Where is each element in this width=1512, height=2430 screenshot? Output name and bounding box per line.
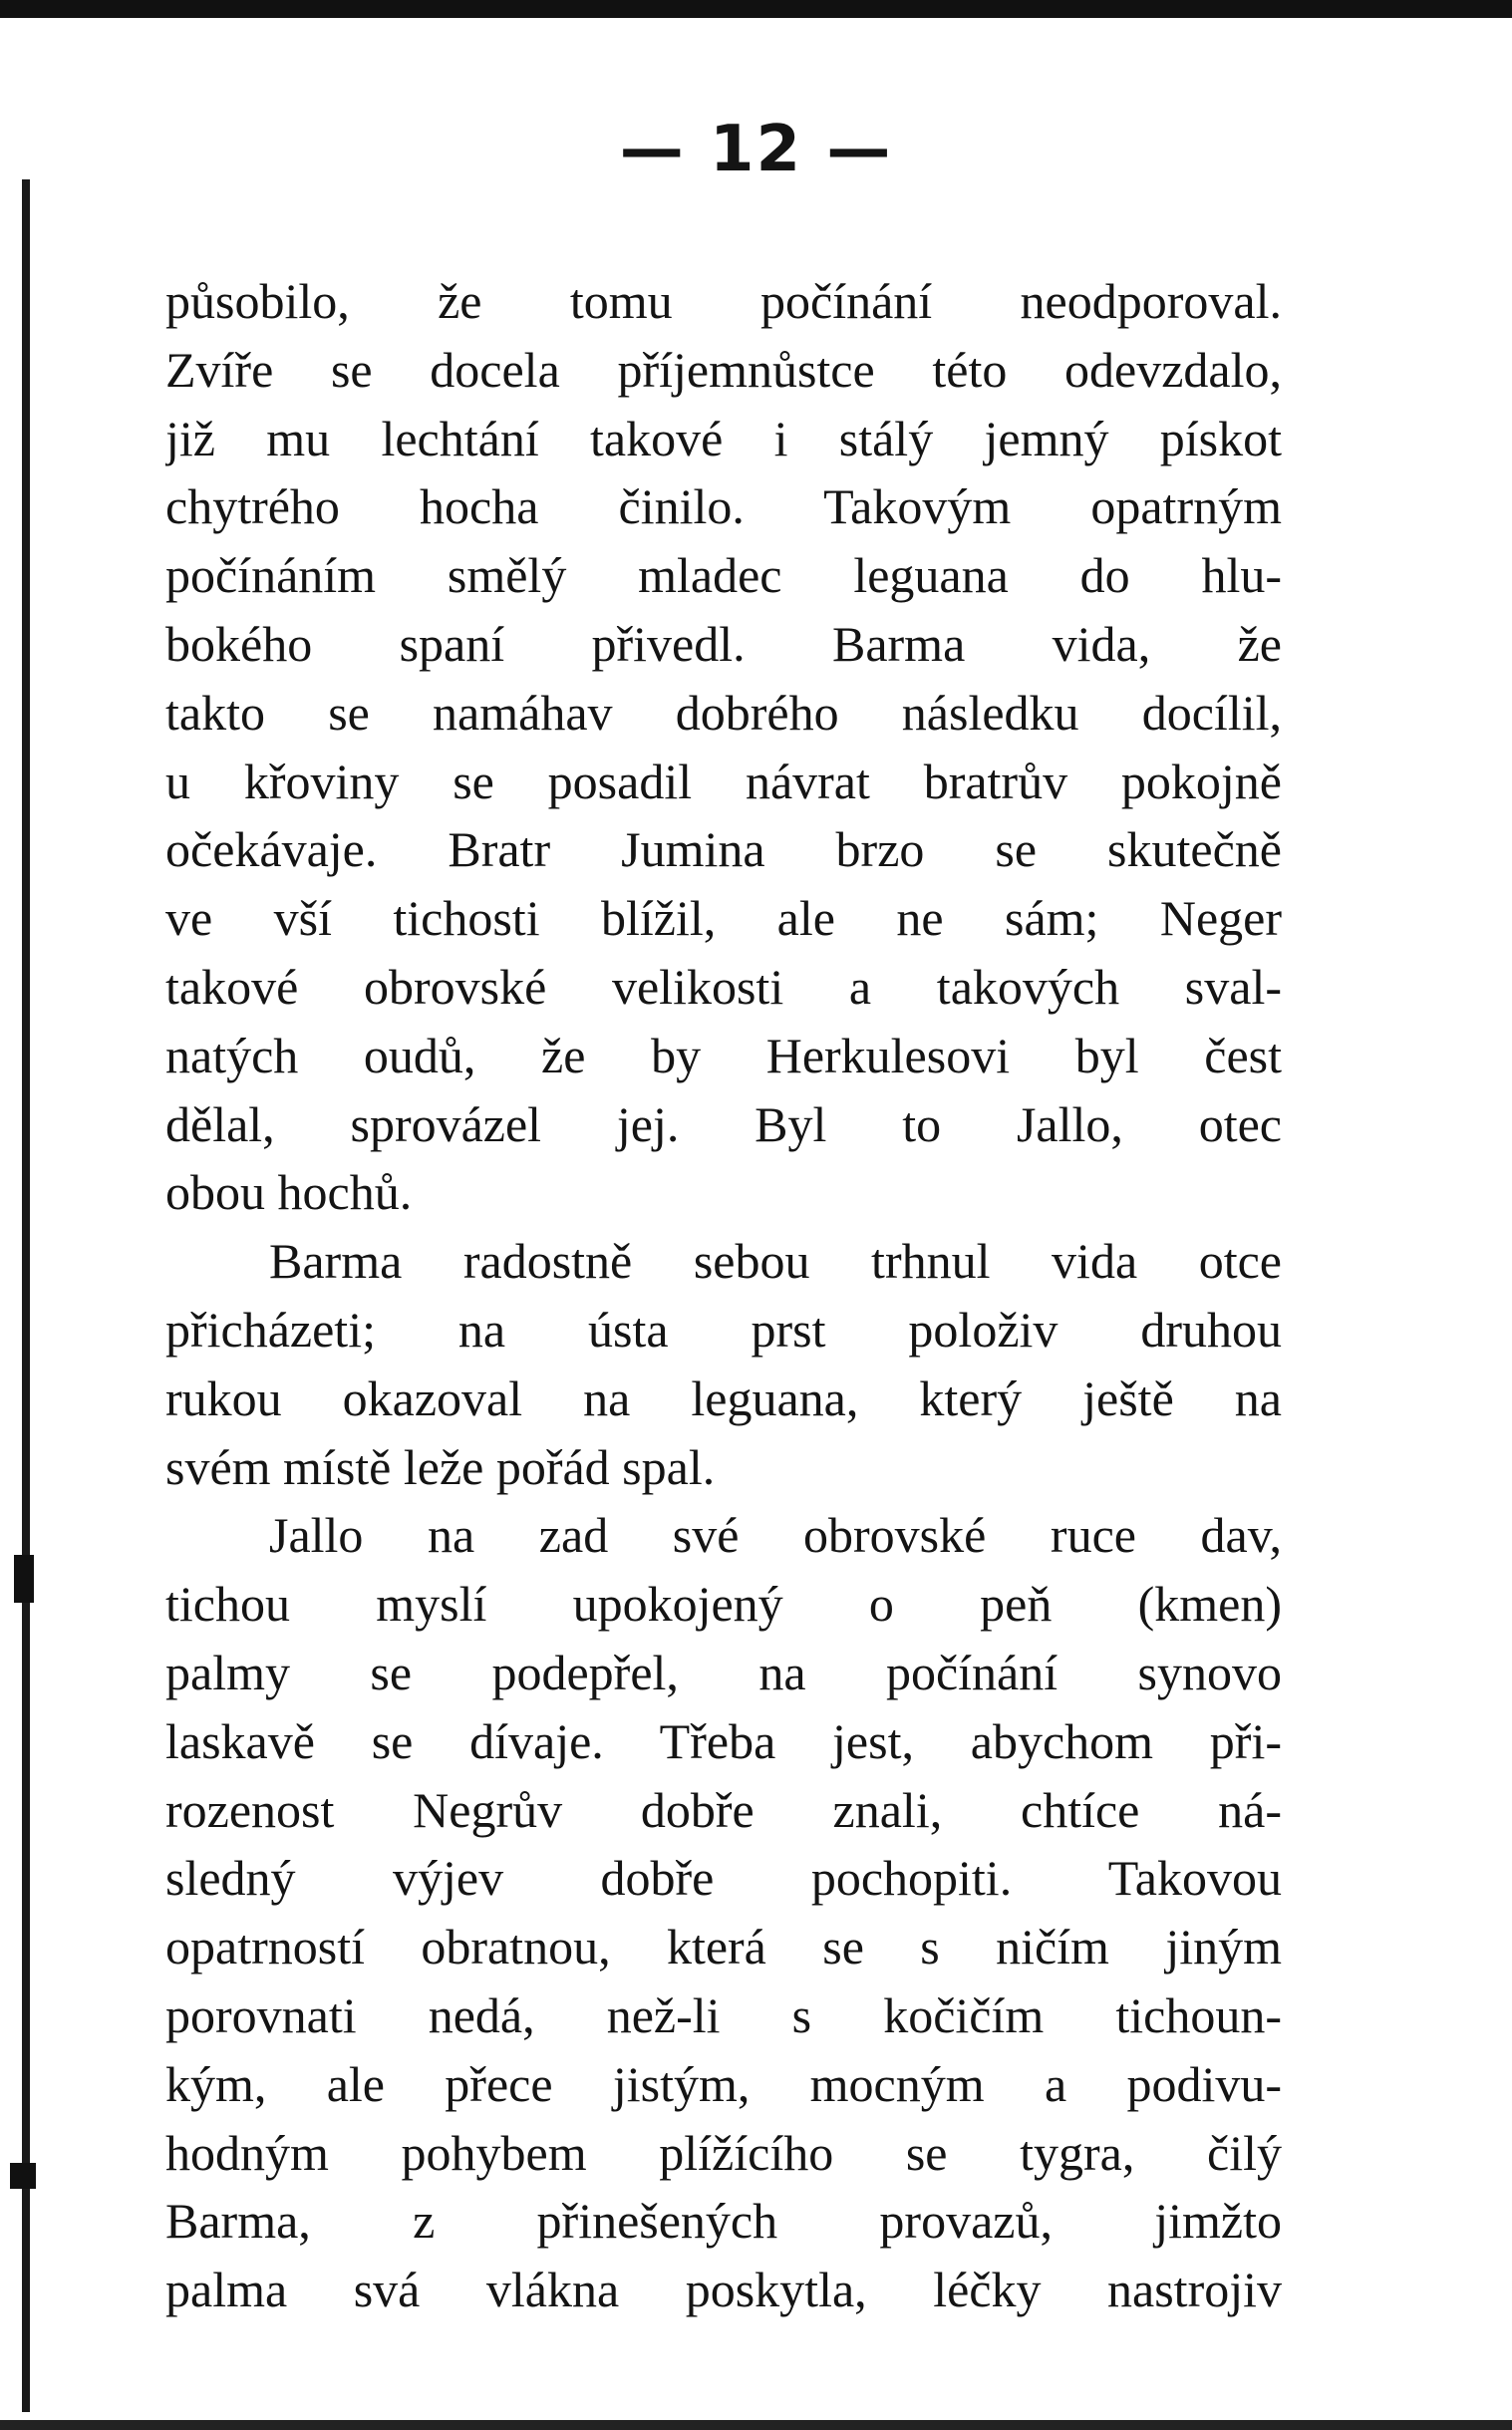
text-line: hodným pohybem plížícího se tygra, čilý xyxy=(165,2124,1282,2181)
text-line: kým, ale přece jistým, mocným a podivu- xyxy=(165,2055,1282,2112)
text-line: tichou myslí upokojený o peň (kmen) xyxy=(165,1576,1282,1633)
page-number: — 12 — xyxy=(619,113,893,186)
text-line: počínáním smělý mladec leguana do hlu- xyxy=(165,547,1282,604)
text-line: opatrností obratnou, která se s ničím jiným xyxy=(165,1919,1282,1975)
text-line: palma svá vlákna poskytla, léčky nastrojiv xyxy=(165,2262,1282,2318)
text-line: Jallo na zad své obrovské ruce dav, xyxy=(269,1507,1282,1564)
text-line: obou hochů. xyxy=(165,1164,413,1221)
text-line: dělal, sprovázel jej. Byl to Jallo, otec xyxy=(165,1095,1282,1152)
text-line: Barma radostně sebou trhnul vida otce xyxy=(269,1233,1282,1290)
text-line: rozenost Negrův dobře znali, chtíce ná- xyxy=(165,1781,1282,1838)
text-line: chytrého hocha činilo. Takovým opatrným xyxy=(165,478,1282,535)
text-line: přicházeti; na ústa prst položiv druhou xyxy=(165,1301,1282,1358)
text-line: laskavě se dívaje. Třeba jest, abychom při- xyxy=(165,1712,1282,1769)
text-line: palmy se podepřel, na počínání synovo xyxy=(165,1644,1282,1700)
text-line: bokého spaní přivedl. Barma vida, že xyxy=(165,615,1282,672)
text-line: očekávaje. Bratr Jumina brzo se skutečně xyxy=(165,821,1282,878)
text-line: již mu lechtání takové i stálý jemný pískot xyxy=(165,410,1282,466)
body-text xyxy=(165,267,1282,2324)
text-line: rukou okazoval na leguana, který ještě na xyxy=(165,1369,1282,1426)
text-line: ve vší tichosti blížil, ale ne sám; Neger xyxy=(165,890,1282,947)
text-line: Barma, z přinešených provazů, jimžto xyxy=(165,2193,1282,2250)
text-line: takto se namáhav dobrého následku docílil, xyxy=(165,684,1282,741)
text-line: sledný výjev dobře pochopiti. Takovou xyxy=(165,1850,1282,1907)
text-line: svém místě leže pořád spal. xyxy=(165,1438,716,1495)
text-line: natých oudů, že by Herkulesovi byl čest xyxy=(165,1027,1282,1083)
text-line: Zvíře se docela příjemnůstce této odevzdalo, xyxy=(165,341,1282,398)
text-line: působilo, že tomu počínání neodporoval. xyxy=(165,273,1282,329)
text-line: u křoviny se posadil návrat bratrův pokojně xyxy=(165,753,1282,809)
text-line: takové obrovské velikosti a takových sval- xyxy=(165,958,1282,1015)
text-line: porovnati nedá, než-li s kočičím tichoun- xyxy=(165,1986,1282,2043)
